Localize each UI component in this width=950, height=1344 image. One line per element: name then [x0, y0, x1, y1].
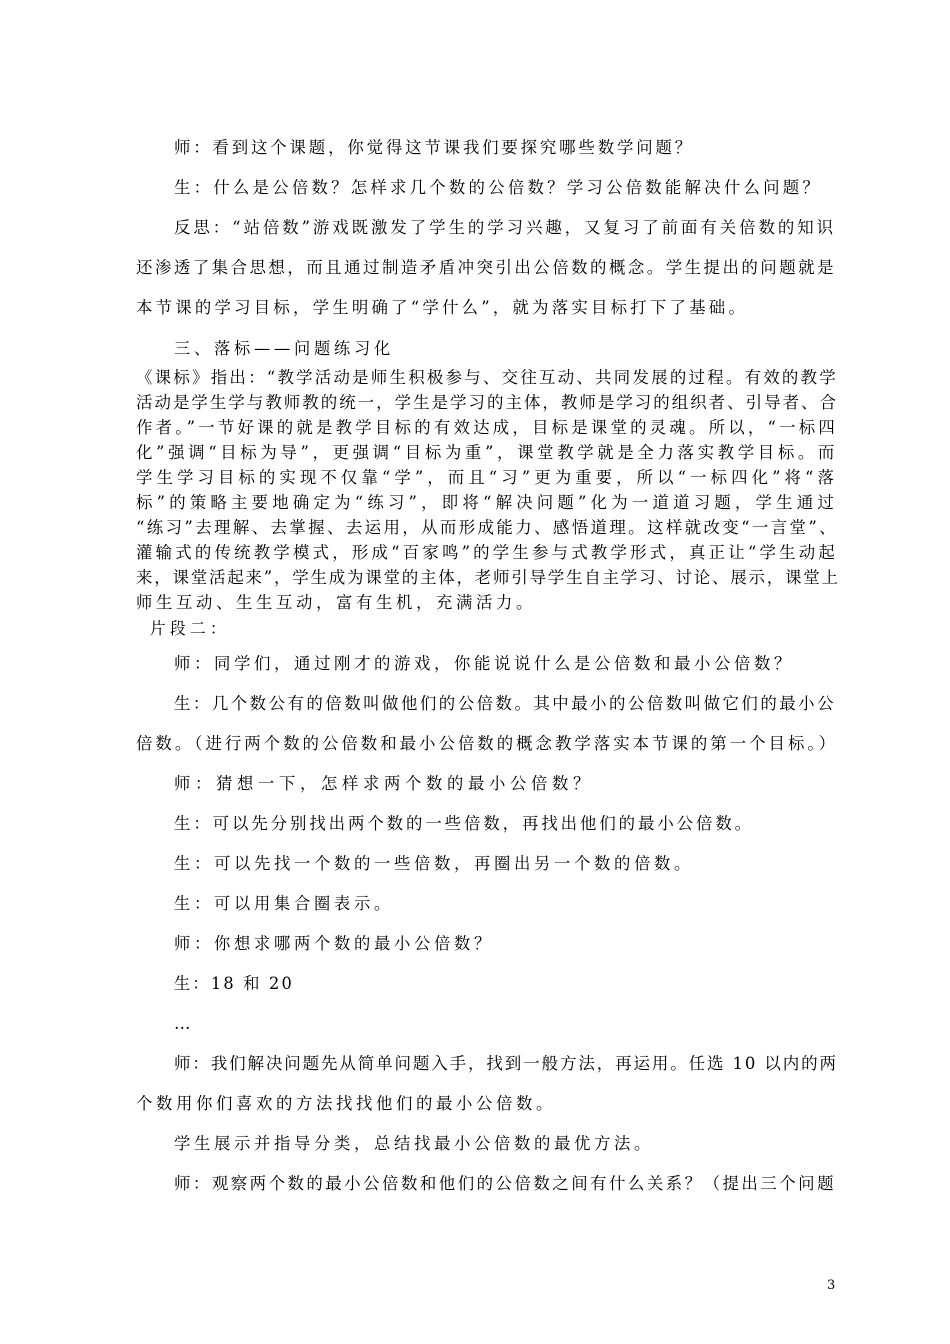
text-line: 师：猜想一下，怎样求两个数的最小公倍数？	[174, 774, 594, 793]
text-line: 灌输式的传统教学模式，形成“百家鸣”的学生参与式教学形式，真正让“学生动起	[136, 543, 838, 562]
text-line: 生：可以先找一个数的一些倍数，再圈出另一个数的倍数。	[174, 854, 694, 873]
text-line: 还渗透了集合思想，而且通过制造矛盾冲突引出公倍数的概念。学生提出的问题就是	[136, 258, 836, 277]
text-line: 生：几个数公有的倍数叫做他们的公倍数。其中最小的公倍数叫做它们的最小公	[174, 694, 836, 713]
text-line: 本节课的学习目标，学生明确了“学什么”，就为落实目标打下了基础。	[136, 298, 748, 317]
text-line: “练习”去理解、去掌握、去运用，从而形成能力、感悟道理。这样就改变“一言堂”、	[136, 518, 838, 537]
text-line: 活动是学生学与教师教的统一，学生是学习的主体，教师是学习的组织者、引导者、合	[136, 393, 838, 412]
text-line: 个数用你们喜欢的方法找找他们的最小公倍数。	[136, 1094, 556, 1113]
text-line: 反思：“站倍数”游戏既激发了学生的学习兴趣，又复习了前面有关倍数的知识	[174, 218, 836, 237]
page-number: 3	[827, 1278, 836, 1293]
segment-heading: 片段二：	[150, 619, 230, 638]
text-line: 学生展示并指导分类，总结找最小公倍数的最优方法。	[174, 1134, 654, 1153]
text-line: 师：观察两个数的最小公倍数和他们的公倍数之间有什么关系？（提出三个问题	[174, 1174, 836, 1193]
text-line: 学生学习目标的实现不仅靠“学”，而且“习”更为重要，所以“一标四化”将“落	[136, 468, 838, 487]
text-line: 倍数。（进行两个数的公倍数和最小公倍数的概念教学落实本节课的第一个目标。）	[136, 734, 838, 753]
text-line: 师生互动、生生互动，富有生机，充满活力。	[136, 593, 536, 612]
text-line: 师：我们解决问题先从简单问题入手，找到一般方法，再运用。任选 10 以内的两	[174, 1054, 838, 1073]
text-line: 生：什么是公倍数？怎样求几个数的公倍数？学习公倍数能解决什么问题？	[174, 178, 822, 197]
text-line: 师：同学们，通过刚才的游戏，你能说说什么是公倍数和最小公倍数？	[174, 654, 794, 673]
text-line: 师：你想求哪两个数的最小公倍数？	[174, 934, 494, 953]
text-line: 师：看到这个课题，你觉得这节课我们要探究哪些数学问题？	[174, 138, 694, 157]
section-heading: 三、落标——问题练习化	[174, 339, 394, 358]
text-line: 作者。”一节好课的就是教学目标的有效达成，目标是课堂的灵魂。所以，“一标四	[136, 418, 838, 437]
text-line: 《课标》指出：“教学活动是师生积极参与、交往互动、共同发展的过程。有效的教学	[136, 368, 838, 387]
text-line: 生：可以用集合圈表示。	[174, 894, 394, 913]
text-line: 生：可以先分别找出两个数的一些倍数，再找出他们的最小公倍数。	[174, 814, 754, 833]
text-line: 来，课堂活起来”，学生成为课堂的主体，老师引导学生自主学习、讨论、展示，课堂上	[136, 568, 840, 587]
text-line: 标”的策略主要地确定为“练习”，即将“解决问题”化为一道道习题，学生通过	[136, 493, 838, 512]
text-line: 生：18 和 20	[174, 974, 294, 993]
ellipsis: …	[174, 1014, 197, 1033]
text-line: 化”强调“目标为导”，更强调“目标为重”，课堂教学就是全力落实教学目标。而	[136, 443, 838, 462]
